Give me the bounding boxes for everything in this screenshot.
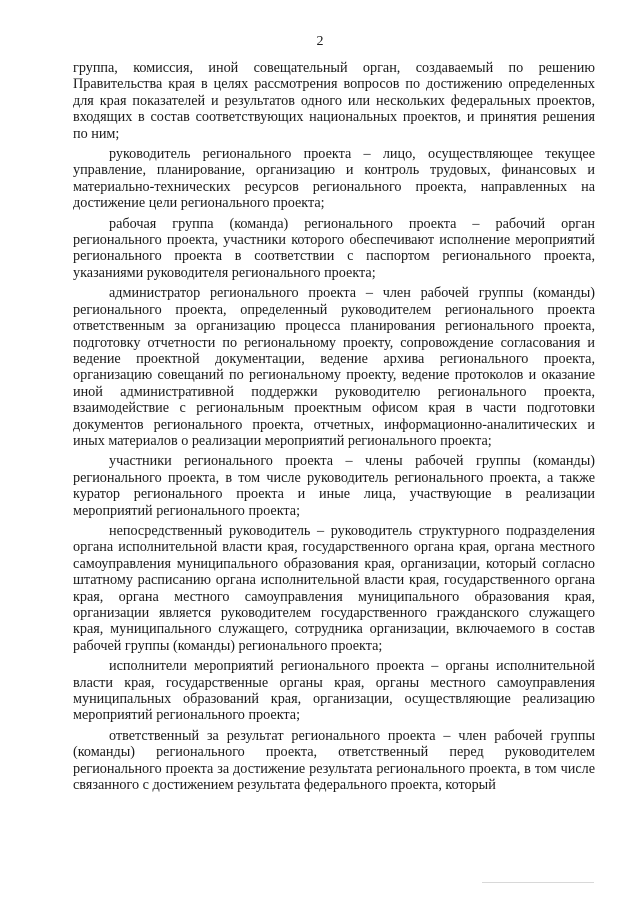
page-number: 2 [316,34,324,49]
bottom-divider [482,882,594,883]
document-body [73,60,595,793]
paragraph-project-administrator: администратор регионального проекта – член рабочей группы (команды) регионального проекта, определенный руководителем регионального проекта ответственным за организацию процесса планирования регионального проекта, подготовку отчетности по региональному проекту, сопровождение согласования и ведение проектной документации, ведение архива регионального проекта, организацию совещаний по региональному проекту, ведение протоколов и оказание иной административной поддержки руководителю регионального проекта, взаимодействие с региональным проектным офисом края в части подготовки документов регионального проекта, отчетных, информационно-аналитических и иных материалов о реализации мероприятий регионального проекта; [73,285,595,449]
paragraph-working-group: рабочая группа (команда) регионального проекта – рабочий орган регионального проекта, участники которого обеспечивают исполнение мероприятий регионального проекта в соответствии с паспортом регионального проекта, указаниями руководителя регионального проекта; [73,215,595,281]
paragraph-project-leader: руководитель регионального проекта – лицо, осуществляющее текущее управление, планирование, организацию и контроль трудовых, финансовых и материально-технических ресурсов регионального проекта, направленных на достижение цели регионального проекта; [73,146,595,212]
paragraph-direct-supervisor: непосредственный руководитель – руководитель структурного подразделения органа исполнительной власти края, государственного органа края, органа местного самоуправления муниципального образования края, организации, который согласно штатному расписанию органа исполнительной власти края, государственного органа края, органа местного самоуправления муниципального образования края, организации является руководителем государственного гражданского служащего края, муниципального служащего, сотрудника организации, включаемого в состав рабочей группы (команды) регионального проекта; [73,522,595,654]
paragraph-continuation: группа, комиссия, иной совещательный орган, создаваемый по решению Правительства края в целях рассмотрения вопросов по достижению определенных для края показателей и результатов одного или нескольких федеральных проектов, входящих в состав соответствующих национальных проектов, и принятия решения по ним; [73,60,595,142]
paragraph-event-executors: исполнители мероприятий регионального проекта – органы исполнительной власти края, государственные органы края, органы местного самоуправления муниципальных образований края, организации, осуществляющие реализацию мероприятий регионального проекта; [73,658,595,724]
paragraph-project-participants: участники регионального проекта – члены рабочей группы (команды) регионального проекта, в том числе руководитель регионального проекта, а также куратор регионального проекта и иные лица, участвующие в реализации мероприятий регионального проекта; [73,453,595,519]
paragraph-result-responsible: ответственный за результат регионального проекта – член рабочей группы (команды) регионального проекта, ответственный перед руководителем регионального проекта за достижение результата регионального проекта, в том числе связанного с достижением результата федерального проекта, который [73,727,595,794]
